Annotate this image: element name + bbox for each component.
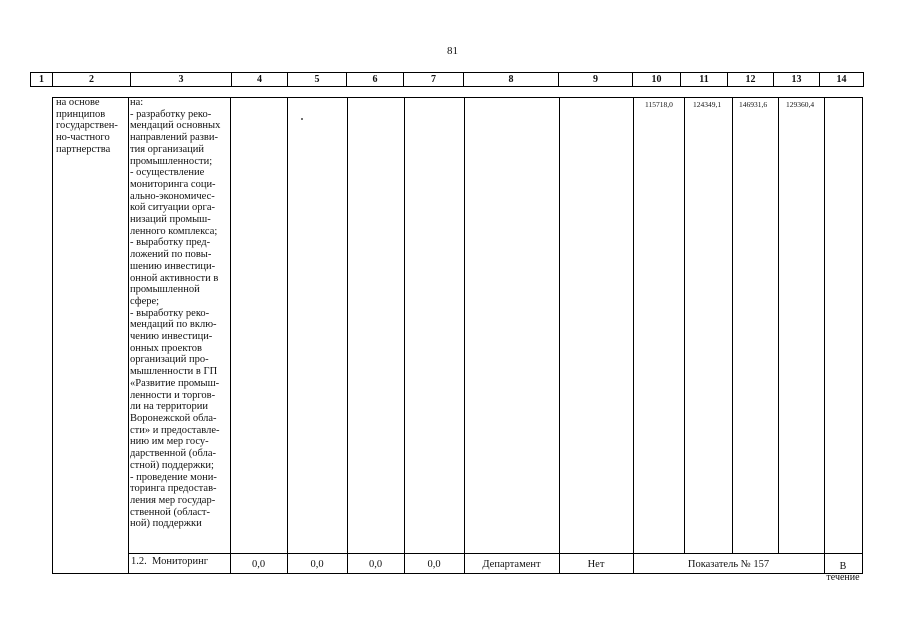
header-col-10: 10 [633,73,681,86]
header-col-12: 12 [728,73,774,86]
col-divider [347,97,348,573]
col-divider [52,97,53,573]
table-bottom-border [52,573,863,574]
header-col-8: 8 [464,73,559,86]
item-1-2-label: 1.2. Мониторинг [131,556,209,567]
cell-col8-department: Департамент [482,559,541,570]
cell-col4-value: 0,0 [251,559,266,570]
table-header-row [30,72,864,87]
cell-col14-term: В течение [826,561,860,583]
header-col-13: 13 [774,73,820,86]
col-divider [464,97,465,573]
header-col-9: 9 [559,73,633,86]
col-divider [684,97,685,553]
header-col-7: 7 [404,73,464,86]
col-divider [778,97,779,553]
cell-indicator: Показатель № 157 [687,559,770,570]
cell-col7-value: 0,0 [427,559,441,570]
header-col-3: 3 [131,73,232,86]
header-col-6: 6 [347,73,404,86]
header-col-1: 1 [31,73,53,86]
header-col-5: 5 [288,73,347,86]
col-divider [230,97,231,573]
col-divider [559,97,560,573]
cell-col6-value: 0,0 [368,559,383,570]
value-col-11: 124349,1 [693,100,722,109]
col-divider [404,97,405,573]
col-divider [732,97,733,553]
header-col-2: 2 [53,73,131,86]
col-divider [128,97,129,573]
value-col-13: 129360,4 [786,100,815,109]
cell-col2-text: на основе принципов государствен- но-частного партнерства [56,97,118,155]
cell-col3-text: на: - разработку реко- мендаций основных направлений разви- тия организаций промышленности; - осуществление мониторинга соци- ально-экономичес- кой ситуации орга- низаций промыш- ленного комплекса; - выработку пред- ложений по повы- шению инвестици- онной активности в промышленной сфере; - выработку реко- мендаций по вклю- чению инвестици- онных проектов организаций про- мышленности в ГП «Развитие промыш- ленности и торгов- ли на территории Воронежской обла- сти» и предоставле- нию им мер госу- дарственной (обла- стной) поддержки; - проведение мони- торинга предостав- ления мер государ- ственной (област- ной) поддержки [130,97,221,530]
row-divider [128,553,862,554]
page-number: 81 [447,45,458,57]
col-divider [824,97,825,573]
cell-col9-value: Нет [587,559,605,570]
value-col-12: 146931,6 [739,100,768,109]
cell-col5-value: 0,0 [310,559,324,570]
scan-speck [301,118,303,120]
header-col-14: 14 [836,74,847,85]
header-col-4: 4 [232,73,288,86]
col-divider [287,97,288,573]
value-col-10: 115718,0 [645,100,673,109]
header-col-11: 11 [681,73,728,86]
col-divider [633,97,634,573]
